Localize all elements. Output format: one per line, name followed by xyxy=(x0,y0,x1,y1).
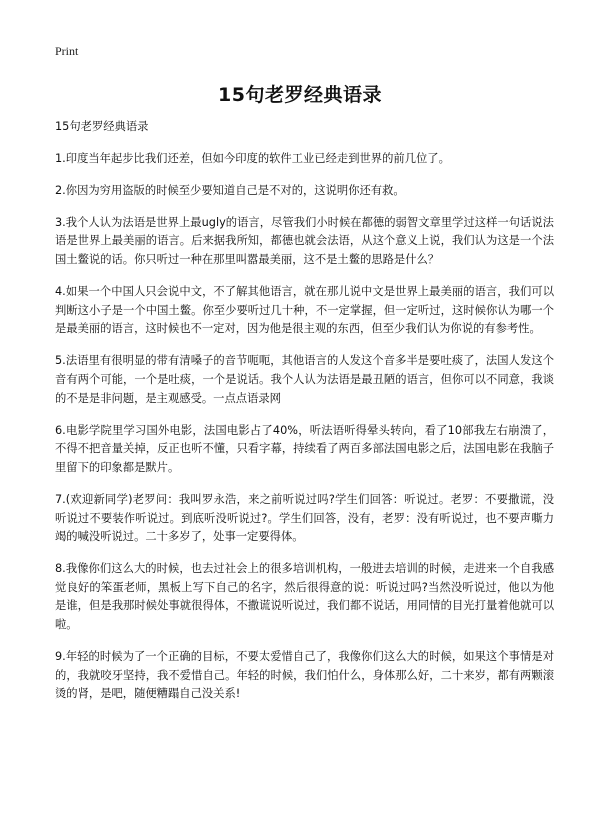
article-body xyxy=(55,118,554,717)
quote-paragraph-3: 3.我个人认为法语是世界上最ugly的语言，尽管我们小时候在都德的弱智文章里学过这样一句话说法语是世界上最美丽的语言。后来据我所知，都德也就会法语，从这个意义上说，我们认为这是一个法国土鳖说的话。你只听过一种在那里叫嚣最美丽，这不是土鳖的思路是什么？ xyxy=(55,215,554,266)
quote-paragraph-5: 5.法语里有很明显的带有清嗓子的音节呃呃，其他语言的人发这个音多半是要吐痰了，法国人发这个音有两个可能，一个是吐痰，一个是说话。我个人认为法语是最丑陋的语言，但你可以不同意，我谈的不是是非问题，是主观感受。一点点语录网 xyxy=(55,354,554,405)
print-link[interactable]: Print xyxy=(55,44,79,58)
article-subtitle: 15句老罗经典语录 xyxy=(55,120,149,133)
quote-paragraph-7: 7.(欢迎新同学)老罗问：我叫罗永浩，来之前听说过吗?学生们回答：听说过。老罗：不要撒谎，没听说过不要装作听说过。到底听没听说过?。学生们回答，没有，老罗：没有听说过，也不要声嘶力竭的喊没听说过。二十多岁了，处事一定要得体。 xyxy=(55,492,554,544)
quote-paragraph-8: 8.我像你们这么大的时候，也去过社会上的很多培训机构，一般进去培训的时候，走进来一个自我感觉良好的笨蛋老师，黑板上写下自己的名字，然后很得意的说：听说过吗?当然没听说过，他以为他是谁，但是我那时候处事就很得体，不撒谎说听说过，我们都不说话，用同情的目光打量着他就可以啦。 xyxy=(55,562,554,631)
quote-paragraph-4: 4.如果一个中国人只会说中文，不了解其他语言，就在那儿说中文是世界上最美丽的语言，我们可以判断这小子是一个中国土鳖。你至少要听过几十种，不一定掌握，但一定听过，这时候你认为哪一个是最美丽的语言，这时候也不一定对，因为他是很主观的东西，但至少我们认为你说的有参考性。 xyxy=(55,285,554,336)
quote-paragraph-6: 6.电影学院里学习国外电影，法国电影占了40%，听法语听得晕头转向，看了10部我左右崩溃了，不得不把音量关掉，反正也听不懂，只看字幕，持续看了两百多部法国电影之后，法国电影在我脑子里留下的印象都是默片。 xyxy=(55,423,554,474)
page-title: 15句老罗经典语录 xyxy=(218,84,382,106)
quote-paragraph-2: 2.你因为穷用盗版的时候至少要知道自己是不对的，这说明你还有救。 xyxy=(55,183,405,197)
quote-paragraph-9: 9.年轻的时候为了一个正确的目标，不要太爱惜自己了，我像你们这么大的时候，如果这个事情是对的，我就咬牙坚持，我不爱惜自己。年轻的时候，我们怕什么，身体那么好，二十来岁，都有两颗滚烫的肾，是吧，随便糟蹋自己没关系! xyxy=(55,650,554,701)
quote-paragraph-1: 1.印度当年起步比我们还差，但如今印度的软件工业已经走到世界的前几位了。 xyxy=(55,151,450,165)
